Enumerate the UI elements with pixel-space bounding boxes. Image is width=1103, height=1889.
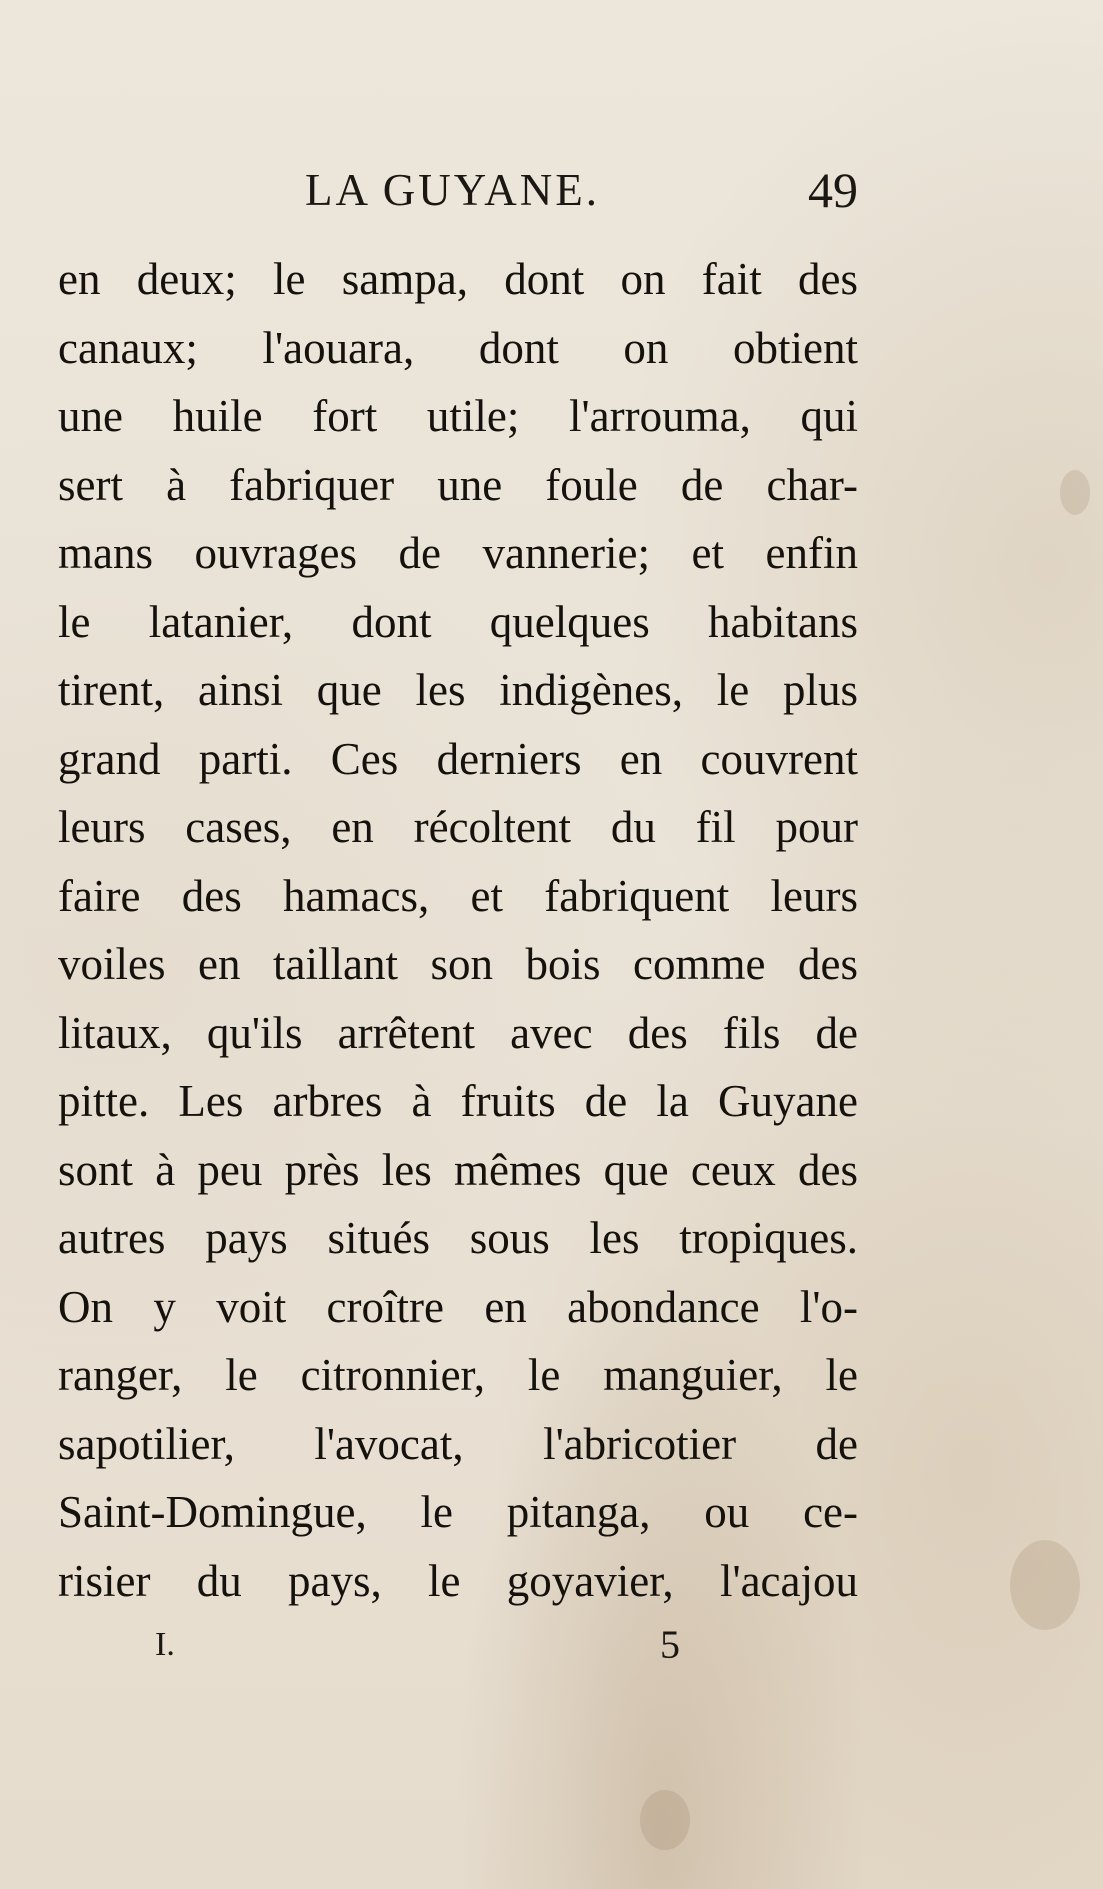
text-line: ranger, le citronnier, le manguier, le xyxy=(58,1350,858,1400)
text-line: le latanier, dont quelques habitans xyxy=(58,596,858,647)
text-line: leurs cases, en récoltent du fil pour xyxy=(58,802,858,852)
text-line: une huile fort utile; l'arrouma, qui xyxy=(58,391,858,441)
text-line: voiles en taillant son bois comme des xyxy=(58,939,858,989)
text-line: litaux, qu'ils arrêtent avec des fils de xyxy=(58,1007,858,1058)
volume-mark: I. xyxy=(155,1626,175,1663)
text-line: grand parti. Ces derniers en couvrent xyxy=(58,733,858,784)
text-line: On y voit croître en abondance l'o- xyxy=(58,1281,858,1332)
paper-stain xyxy=(1010,1540,1080,1630)
text-line: sapotilier, l'avocat, l'abricotier de xyxy=(58,1418,858,1469)
text-line: Saint-Domingue, le pitanga, ou ce- xyxy=(58,1487,858,1537)
text-line: pitte. Les arbres à fruits de la Guyane xyxy=(58,1076,858,1126)
page-header xyxy=(0,160,1103,220)
text-line: sert à fabriquer une foule de char- xyxy=(58,459,858,510)
text-line: tirent, ainsi que les indigènes, le plus xyxy=(58,665,858,715)
text-line: autres pays situés sous les tropiques. xyxy=(58,1213,858,1263)
body-text xyxy=(58,245,858,1615)
page-footer xyxy=(0,1620,1103,1670)
signature-mark: 5 xyxy=(660,1622,680,1667)
text-line: mans ouvrages de vannerie; et enfin xyxy=(58,528,858,578)
page-number: 49 xyxy=(808,162,858,218)
text-line: faire des hamacs, et fabriquent leurs xyxy=(58,870,858,921)
text-line: canaux; l'aouara, dont on obtient xyxy=(58,322,858,373)
text-line: sont à peu près les mêmes que ceux des xyxy=(58,1144,858,1195)
text-line: en deux; le sampa, dont on fait des xyxy=(58,254,858,304)
paper-stain xyxy=(640,1790,690,1850)
paper-stain xyxy=(1060,470,1090,515)
running-title: LA GUYANE. xyxy=(305,165,600,215)
text-line: risier du pays, le goyavier, l'acajou xyxy=(58,1555,858,1606)
